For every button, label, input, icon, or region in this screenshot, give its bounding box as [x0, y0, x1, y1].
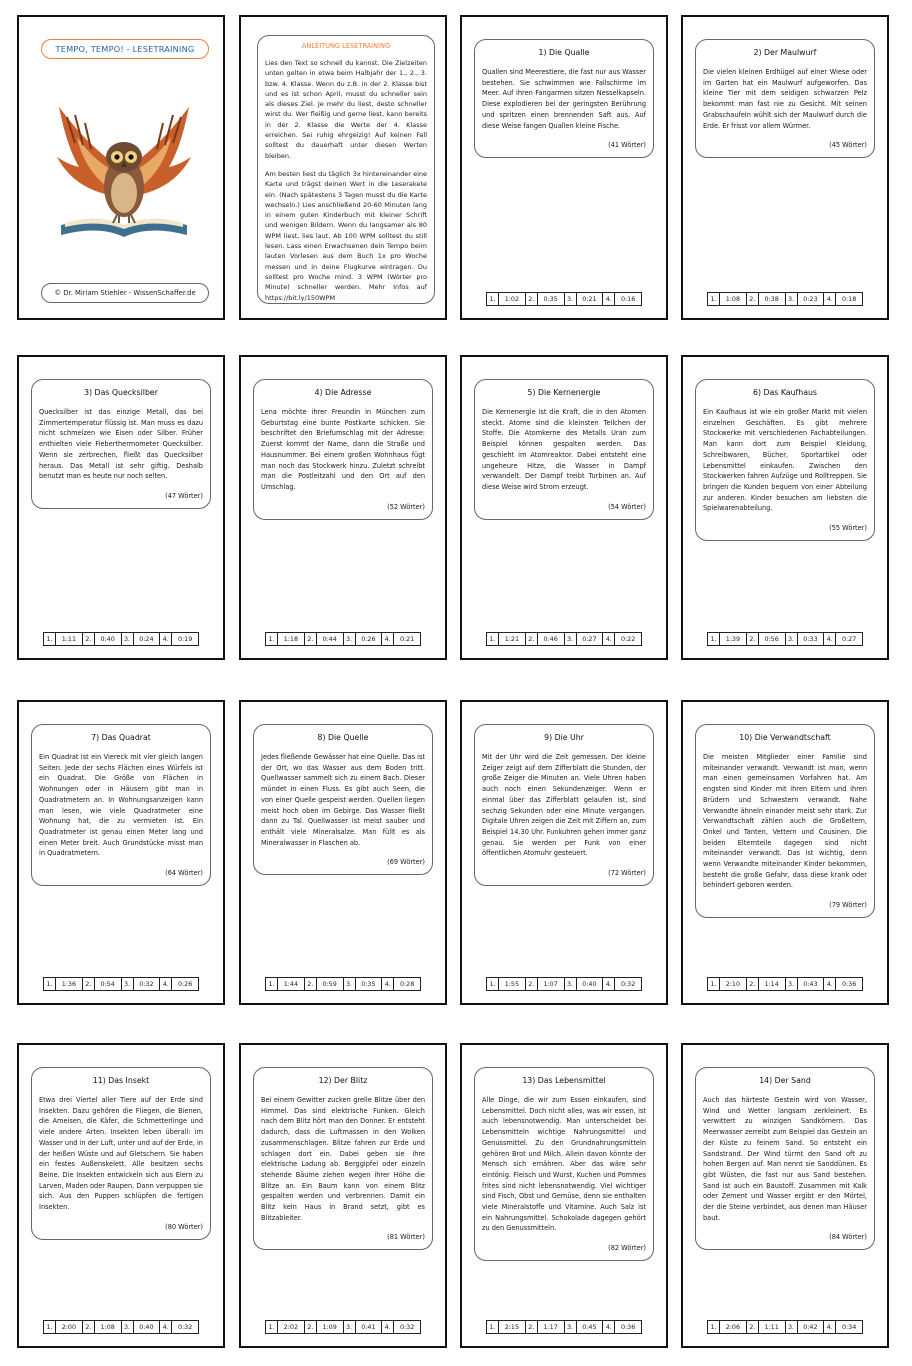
reading-card	[17, 1043, 225, 1348]
grade-label: 3.	[122, 1321, 134, 1333]
grade-label: 4.	[824, 633, 836, 645]
target-time: 0:26	[361, 635, 376, 643]
reading-card	[681, 1043, 889, 1348]
target-time: 2:15	[504, 1323, 520, 1331]
grade-label: 4.	[603, 293, 615, 305]
grade-label: 1.	[708, 293, 720, 305]
card-title: 12) Der Blitz	[318, 1076, 368, 1085]
target-time: 1:09	[322, 1323, 337, 1331]
target-time-cell	[708, 633, 747, 645]
cover-copyright: © Dr. Miriam Stiehler - WissenSchaffer.de	[41, 283, 209, 303]
card-title: 11) Das Insekt	[92, 1076, 150, 1085]
grade-label: 1.	[266, 1321, 278, 1333]
card-title: 9) Die Uhr	[544, 733, 584, 742]
target-time-cell	[747, 1321, 786, 1333]
reading-card	[460, 355, 668, 660]
target-time: 2:06	[725, 1323, 741, 1331]
target-time-cell	[747, 978, 786, 990]
target-time: 0:41	[361, 1323, 376, 1331]
target-time: 1:14	[764, 980, 779, 988]
target-time-cell	[526, 978, 565, 990]
target-time: 0:19	[177, 635, 193, 643]
grade-label: 4.	[160, 633, 172, 645]
instructions-paragraph-1: Lies den Text so schnell du kannst. Die Zielzeiten unten gelten in etwa beim Halbjahr der 1., 2., 3. bzw. 4. Klasse. Wenn du z.B. in der 2. Klasse bist und es ist schon April, musst du schneller sein als dieses Ziel. Je mehr du liest, desto schneller wirst du. Wer fleißig und gerne liest, kann bereits in der 2. Klasse die Werte der 4. Klasse erreichen. Sei ruhig ehrgeizig! Auf keinen Fall solltest du dauerhaft unter diesen Werten bleiben.	[265, 59, 427, 160]
target-time-cell	[305, 1321, 344, 1333]
grade-label: 2.	[747, 978, 759, 990]
target-times-table	[43, 977, 199, 991]
target-time: 0:35	[543, 295, 558, 303]
grade-label: 2.	[747, 1321, 759, 1333]
card-text: Alle Dinge, die wir zum Essen einkaufen, sind Lebensmittel. Doch nicht alles, was wir essen, ist auch lebensnotwendig. Man unterscheidet bei Lebensmitteln wichtige Nahrungsmittel und Genussmittel. Zu den Grundnahrungsmitteln gehören Brot und Milch. Allein davon könnte der Mensch sich ernähren. Aber das wäre sehr eintönig. Fleisch und Wurst, Kuchen und Pommes frites sind nicht lebensnotwendig. Viel wichtiger sind Fisch, Obst und Gemüse, denn sie enthalten viele Mineralstoffe und Vitamine. Auch Salz ist ein Nahrungsmittel. Schokolade dagegen gehört zu den Genussmitteln.	[482, 1096, 646, 1233]
target-time-cell	[83, 1321, 122, 1333]
target-time: 1:44	[283, 980, 299, 988]
target-time-cell	[603, 978, 641, 990]
target-time-cell	[344, 633, 383, 645]
grade-label: 2.	[305, 978, 317, 990]
grade-label: 1.	[708, 633, 720, 645]
word-count: (80 Wörter)	[165, 1222, 203, 1231]
target-time: 0:40	[139, 1323, 154, 1331]
card-text-box	[474, 724, 654, 886]
target-time-cell	[122, 978, 161, 990]
card-text-box	[695, 724, 875, 918]
target-time: 0:27	[582, 635, 597, 643]
card-text-box	[253, 379, 433, 520]
word-count: (41 Wörter)	[608, 141, 646, 150]
target-time-cell	[603, 293, 641, 305]
target-time: 0:36	[841, 980, 857, 988]
target-time-cell	[382, 1321, 420, 1333]
target-time-cell	[305, 978, 344, 990]
card-title: 3) Das Quecksilber	[84, 388, 158, 397]
target-time: 0:42	[803, 1323, 818, 1331]
target-time: 0:36	[620, 1323, 636, 1331]
card-text-box	[474, 1067, 654, 1261]
target-times-table	[707, 977, 863, 991]
grade-label: 2.	[747, 293, 759, 305]
target-time-cell	[44, 978, 83, 990]
grade-label: 1.	[487, 293, 499, 305]
target-time-cell	[708, 978, 747, 990]
grade-label: 1.	[44, 978, 56, 990]
instructions-title: ANLEITUNG LESETRAINING	[301, 42, 391, 50]
target-time-cell	[603, 1321, 641, 1333]
target-times-table	[486, 977, 642, 991]
target-time: 0:24	[139, 635, 154, 643]
target-time-cell	[122, 633, 161, 645]
card-title: 8) Die Quelle	[317, 733, 369, 742]
target-time: 0:59	[322, 980, 337, 988]
grade-label: 4.	[382, 978, 394, 990]
grade-label: 4.	[160, 1321, 172, 1333]
target-time: 0:18	[841, 295, 857, 303]
target-time: 1:08	[725, 295, 741, 303]
card-text: Lena möchte ihrer Freundin in München zum Geburtstag eine bunte Postkarte schicken. Sie beschriftet den Briefumschlag mit der Adresse: Zuerst kommt der Name, dann die Straße und Hausnummer. Bei einem großen Wohnhaus fügt man noch das Stockwerk hinzu. Zuletzt schreibt man die Postleitzahl und den Ort auf den Umschlag.	[261, 408, 425, 491]
target-time: 0:34	[841, 1323, 857, 1331]
grade-label: 4.	[603, 978, 615, 990]
target-time: 2:00	[61, 1323, 77, 1331]
word-count: (52 Wörter)	[387, 502, 425, 511]
target-time-cell	[565, 293, 604, 305]
grade-label: 3.	[565, 633, 577, 645]
target-time-cell	[824, 1321, 862, 1333]
target-time: 0:23	[803, 295, 818, 303]
target-time: 0:35	[361, 980, 376, 988]
grade-label: 3.	[786, 1321, 798, 1333]
target-time-cell	[526, 633, 565, 645]
grade-label: 3.	[786, 293, 798, 305]
card-text-box	[253, 724, 433, 875]
target-time-cell	[786, 978, 825, 990]
card-text: Mit der Uhr wird die Zeit gemessen. Der kleine Zeiger zeigt auf dem Zifferblatt die Stunden, der große Zeiger die Minuten an. Viele Uhren haben auch noch einen Sekundenzeiger. Wenn er einmal über das Zifferblatt gelaufen ist, sind sechzig Sekunden oder eine Minute vergangen. Digitale Uhren zeigen die Zeit mit Ziffern an, zum Beispiel 14.30 Uhr. Funkuhren gehen immer ganz genau. Sie werden per Funk von einer öffentlichen Atomuhr gesteuert.	[482, 753, 646, 858]
target-time: 1:07	[543, 980, 558, 988]
cover-card	[17, 15, 225, 320]
target-time: 0:26	[177, 980, 193, 988]
grade-label: 3.	[122, 633, 134, 645]
target-times-table	[707, 292, 863, 306]
card-text-box	[31, 724, 211, 886]
target-time-cell	[83, 633, 122, 645]
target-time: 2:02	[283, 1323, 299, 1331]
target-time-cell	[266, 1321, 305, 1333]
card-text-box	[253, 1067, 433, 1250]
card-text: Etwa drei Viertel aller Tiere auf der Erde sind Insekten. Dazu gehören die Fliegen, die Bienen, die Ameisen, die Käfer, die Schmetterlinge und viele andere Arten. Insekten leben überall: im Wasser und in der Luft, unter und auf der Erde, in der heißen Wüste und auf Gletschern. Sie haben ein festes Außenskelett. Alle besitzen sechs Beine. Die Insekten entwickeln sich aus Eiern zu Larven, Maden oder Raupen. Dann verpuppen sie sich. Aus den Puppen schlüpfen die fertigen Insekten.	[39, 1096, 203, 1212]
target-time: 2:10	[725, 980, 741, 988]
grade-label: 1.	[44, 633, 56, 645]
reading-card	[460, 700, 668, 1005]
target-times-table	[265, 977, 421, 991]
word-count: (54 Wörter)	[608, 502, 646, 511]
word-count: (82 Wörter)	[608, 1244, 646, 1253]
target-time-cell	[305, 633, 344, 645]
target-time: 0:28	[399, 980, 415, 988]
grade-label: 1.	[708, 978, 720, 990]
card-text: Die Kernenergie ist die Kraft, die in den Atomen steckt. Atome sind die kleinsten Teilchen der Stoffe. Die Atomkerne des Metalls Uran zum Beispiel können gespalten werden. Das geschieht im Atomreaktor. Dabei entsteht eine ungeheure Hitze, die Wasser in Dampf verwandelt. Der Dampf treibt Turbinen an. Auf diese Weise wird Strom erzeugt.	[482, 408, 646, 491]
card-text: Die vielen kleinen Erdhügel auf einer Wiese oder im Garten hat ein Maulwurf aufgeworfen. Das kleine Tier mit dem seidigen schwarzen Pelz bekommt man fast nie zu Gesicht. Mit seinen Grabschaufeln wühlt sich der Maulwurf durch die Erde. Er frisst vor allem Würmer.	[703, 68, 867, 130]
card-text: Auch das härteste Gestein wird von Wasser, Wind und Wetter langsam zerkleinert. Es verwittert zu winzigen Sandkörnern. Das Meerwasser zerreibt zum Beispiel das Gestein an der Küste zu feinem Sand. So entsteht ein Sandstrand. Der Wind türmt den Sand oft zu hohen Bergen auf. Man nennt sie Sanddünen. Es gibt Wüsten, die fast nur aus Sand bestehen. Sand ist auch ein Baustoff. Zusammen mit Kalk oder Zement und Wasser ergibt er den Mörtel, der die Steine verbindet, aus denen man Häuser baut.	[703, 1096, 867, 1222]
card-text-box	[695, 1067, 875, 1250]
target-time-cell	[44, 633, 83, 645]
card-text-box	[31, 379, 211, 509]
target-time-cell	[824, 633, 862, 645]
target-time: 1:55	[504, 980, 520, 988]
target-times-table	[265, 632, 421, 646]
target-times-table	[43, 632, 199, 646]
target-time: 0:27	[841, 635, 857, 643]
target-time-cell	[565, 633, 604, 645]
grade-label: 3.	[565, 1321, 577, 1333]
target-time: 1:11	[764, 1323, 779, 1331]
target-times-table	[43, 1320, 199, 1334]
grade-label: 2.	[526, 978, 538, 990]
card-text-box	[474, 39, 654, 158]
reading-card	[239, 1043, 447, 1348]
reading-card	[17, 355, 225, 660]
grade-label: 2.	[526, 1321, 538, 1333]
target-time-cell	[747, 293, 786, 305]
target-time: 0:32	[177, 1323, 193, 1331]
target-time-cell	[266, 978, 305, 990]
grade-label: 4.	[382, 1321, 394, 1333]
grade-label: 3.	[786, 633, 798, 645]
card-text-box	[474, 379, 654, 520]
target-time: 1:11	[61, 635, 77, 643]
target-times-table	[707, 1320, 863, 1334]
target-time: 0:32	[139, 980, 154, 988]
target-times-table	[707, 632, 863, 646]
target-time-cell	[708, 293, 747, 305]
reading-card	[460, 15, 668, 320]
word-count: (64 Wörter)	[165, 869, 203, 878]
reading-card	[239, 700, 447, 1005]
grade-label: 2.	[747, 633, 759, 645]
target-time-cell	[786, 293, 825, 305]
reading-card	[681, 15, 889, 320]
card-title: 7) Das Quadrat	[91, 733, 151, 742]
card-title: 4) Die Adresse	[314, 388, 372, 397]
grade-label: 3.	[122, 978, 134, 990]
card-title: 6) Das Kaufhaus	[753, 388, 817, 397]
target-time-cell	[603, 633, 641, 645]
target-time: 0:21	[399, 635, 415, 643]
target-time: 0:40	[100, 635, 115, 643]
grade-label: 1.	[708, 1321, 720, 1333]
target-time-cell	[122, 1321, 161, 1333]
grade-label: 2.	[305, 633, 317, 645]
target-time-cell	[786, 633, 825, 645]
card-text-box	[31, 1067, 211, 1240]
grade-label: 4.	[382, 633, 394, 645]
card-text: Die meisten Mitglieder einer Familie sind miteinander verwandt. Verwandt ist man, wenn man einen gemeinsamen Vorfahren hat. Am engsten sind Kinder mit ihren Eltern und ihren Brüdern und Schwestern verwandt. Nahe Verwandte ähneln einander meist sehr stark. Zur Verwandtschaft zählen auch die Großeltern, Onkel und Tanten, Vettern und Cousinen. Die beiden Elternteile dagegen sind nicht miteinander verwandt. Das ist wichtig, denn wenn Verwandte miteinander Kinder bekommen, besteht die große Gefahr, dass diese krank oder behindert geboren werden.	[703, 753, 867, 890]
grade-label: 2.	[305, 1321, 317, 1333]
grade-label: 2.	[83, 978, 95, 990]
grade-label: 1.	[487, 978, 499, 990]
card-title: 2) Der Maulwurf	[753, 48, 817, 57]
grade-label: 3.	[565, 293, 577, 305]
grade-label: 4.	[603, 1321, 615, 1333]
grade-label: 3.	[565, 978, 577, 990]
grade-label: 4.	[824, 1321, 836, 1333]
word-count: (72 Wörter)	[608, 869, 646, 878]
target-time: 1:21	[504, 635, 520, 643]
reading-card	[17, 700, 225, 1005]
instructions-box	[257, 35, 435, 304]
grade-label: 3.	[344, 1321, 356, 1333]
word-count: (47 Wörter)	[165, 491, 203, 500]
card-title: 13) Das Lebensmittel	[522, 1076, 606, 1085]
target-time-cell	[824, 293, 862, 305]
target-time: 0:46	[543, 635, 558, 643]
grade-label: 2.	[526, 633, 538, 645]
target-time-cell	[382, 633, 420, 645]
target-time: 0:56	[764, 635, 779, 643]
instructions-paragraph-2: Am besten liest du täglich 3x hintereinander eine Karte und trägst deinen Wert in die Leserakete ein. (Nach spätestens 3 Tagen musst du die Karte wechseln.) Lies anschließend 20-60 Minuten lang in einem guten Kinderbuch mit kleiner Schrift und wenigen Bildern. Wenn du langsamer als 80 WPM liest, lies laut. Ab 100 WPM solltest du still lesen. Lass einen Erwachsenen dein Tempo beim lauten Vorlesen aus dem Buch 1x pro Woche messen und in deine Flugkurve eintragen. Du solltest pro Woche mind. 3 WPM (Wörter pro Minute) schneller werden. Mehr Infos auf https://bit.ly/150WPM	[265, 169, 427, 302]
card-title: 1) Die Qualle	[538, 48, 590, 57]
target-time: 0:32	[620, 980, 636, 988]
target-time-cell	[565, 1321, 604, 1333]
card-title: 10) Die Verwandtschaft	[739, 733, 831, 742]
target-time: 0:54	[100, 980, 115, 988]
word-count: (69 Wörter)	[387, 858, 425, 867]
grade-label: 4.	[824, 978, 836, 990]
target-time-cell	[160, 978, 198, 990]
word-count: (45 Wörter)	[829, 141, 867, 150]
target-time: 1:36	[61, 980, 77, 988]
target-time-cell	[344, 1321, 383, 1333]
target-time: 1:39	[725, 635, 741, 643]
word-count: (55 Wörter)	[829, 524, 867, 533]
target-time: 0:33	[803, 635, 818, 643]
target-time-cell	[266, 633, 305, 645]
target-time: 1:18	[283, 635, 299, 643]
card-text-box	[695, 39, 875, 158]
target-time-cell	[160, 633, 198, 645]
target-time-cell	[344, 978, 383, 990]
target-time: 0:38	[764, 295, 779, 303]
target-times-table	[486, 1320, 642, 1334]
target-time-cell	[526, 1321, 565, 1333]
grade-label: 1.	[266, 978, 278, 990]
card-title: 14) Der Sand	[759, 1076, 811, 1085]
target-time-cell	[487, 633, 526, 645]
target-times-table	[486, 632, 642, 646]
card-title: 5) Die Kernenergie	[527, 388, 601, 397]
target-time: 1:08	[100, 1323, 115, 1331]
word-count: (84 Wörter)	[829, 1233, 867, 1242]
target-time-cell	[786, 1321, 825, 1333]
target-time: 0:44	[322, 635, 337, 643]
card-text: Jedes fließende Gewässer hat eine Quelle. Das ist der Ort, wo das Wasser aus dem Boden tritt. Quellwasser sammelt sich zu einem Bach. Dieser mündet in einen Fluss. Es gibt auch Seen, die von einer Quelle gespeist werden. Quellen liegen meist hoch oben im Gebirge. Das Wasser fließt dann zu Tal. Quellwasser ist meist sauber und enthält viele Mineralsalze. Man füllt es als Mineralwasser in Flaschen ab.	[261, 753, 425, 847]
target-time: 0:22	[620, 635, 636, 643]
target-time-cell	[565, 978, 604, 990]
target-time-cell	[83, 978, 122, 990]
target-time: 1:02	[504, 295, 520, 303]
instructions-card	[239, 15, 447, 320]
target-time-cell	[747, 633, 786, 645]
target-times-table	[265, 1320, 421, 1334]
target-time-cell	[526, 293, 565, 305]
reading-card	[681, 355, 889, 660]
grade-label: 1.	[44, 1321, 56, 1333]
target-time: 0:21	[582, 295, 597, 303]
card-text: Bei einem Gewitter zucken grelle Blitze über den Himmel. Das sind elektrische Funken. Gleich nach dem Blitz hört man den Donner. Er entsteht dadurch, dass die Luftmassen in den Wolken zusammenschlagen. Blitze fahren zur Erde und schlagen dort ein. Dabei geben sie ihre elektrische Ladung ab. Berggipfel oder einzeln stehende Bäume ziehen wegen ihrer Höhe die Blitze an. Ein Baum kann von einem Blitz gespalten werden und verbrennen. Damit ein Blitz kein Haus in Brand setzt, gibt es Blitzableiter.	[261, 1096, 425, 1222]
reading-card	[239, 355, 447, 660]
word-count: (79 Wörter)	[829, 901, 867, 910]
grade-label: 2.	[83, 1321, 95, 1333]
target-time-cell	[708, 1321, 747, 1333]
target-time: 0:45	[582, 1323, 597, 1331]
card-text: Quecksilber ist das einzige Metall, das bei Zimmertemperatur flüssig ist. Man muss es dazu nicht schmelzen wie Eisen oder Silber. Früher enthielten viele Fieberthermometer Quecksilber. Wenn sie zerbrechen, fließt das Quecksilber heraus. Das Metall ist sehr giftig. Deshalb benutzt man es heute nur noch selten.	[39, 408, 203, 481]
grade-label: 2.	[83, 633, 95, 645]
target-time: 0:43	[803, 980, 818, 988]
target-time: 0:32	[399, 1323, 415, 1331]
target-time: 0:16	[620, 295, 636, 303]
reading-card	[681, 700, 889, 1005]
target-times-table	[486, 292, 642, 306]
target-time: 0:40	[582, 980, 597, 988]
grade-label: 3.	[344, 633, 356, 645]
target-time-cell	[487, 293, 526, 305]
card-text: Quallen sind Meerestiere, die fast nur aus Wasser bestehen. Sie schwimmen wie Fallschirme im Meer. Auf ihren Fangarmen sitzen Nesselkapseln. Diese explodieren bei der geringsten Berührung und spritzen einen brennenden Saft aus. Auf diese Weise fangen Quallen kleine Fische.	[482, 68, 646, 130]
grade-label: 4.	[603, 633, 615, 645]
grade-label: 1.	[487, 633, 499, 645]
reading-card	[460, 1043, 668, 1348]
card-text: Ein Kaufhaus ist wie ein großer Markt mit vielen einzelnen Geschäften. Es gibt mehrere Stockwerke mit verschiedenen Fachabteilungen. Man kann dort zum Beispiel Kleidung, Schreibwaren, Bücher, Sportartikel oder Lebensmittel einkaufen. Zwischen den Stockwerken fahren Aufzüge und Rolltreppen. Sie bringen die Kunden bequem von einer Abteilung zur anderen. Kinder besuchen am liebsten die Spielwarenabteilung.	[703, 408, 867, 513]
cover-title: TEMPO, TEMPO! - LESETRAINING	[41, 39, 209, 59]
target-time: 1:17	[543, 1323, 558, 1331]
word-count: (81 Wörter)	[387, 1233, 425, 1242]
owl-illustration	[39, 87, 209, 257]
target-time-cell	[160, 1321, 198, 1333]
target-time-cell	[44, 1321, 83, 1333]
card-text: Ein Quadrat ist ein Viereck mit vier gleich langen Seiten. Jede der sechs Flächen eines Würfels ist ein Quadrat. Die Größe von Flächen in Wohnungen oder in Häusern gibt man in Quadratmetern an. In Wohnungsanzeigen kann man lesen, wie viele Quadratmeter eine Wohnung hat, die zu vermieten ist. Ein Quadratmeter ist genau einen Meter lang und einen Meter breit. Auch Grundstücke misst man in Quadratmetern.	[39, 753, 203, 858]
grade-label: 3.	[786, 978, 798, 990]
card-text-box	[695, 379, 875, 541]
target-time-cell	[824, 978, 862, 990]
grade-label: 2.	[526, 293, 538, 305]
target-time-cell	[487, 1321, 526, 1333]
grade-label: 1.	[487, 1321, 499, 1333]
grade-label: 1.	[266, 633, 278, 645]
grade-label: 4.	[824, 293, 836, 305]
grade-label: 3.	[344, 978, 356, 990]
target-time-cell	[487, 978, 526, 990]
target-time-cell	[382, 978, 420, 990]
grade-label: 4.	[160, 978, 172, 990]
